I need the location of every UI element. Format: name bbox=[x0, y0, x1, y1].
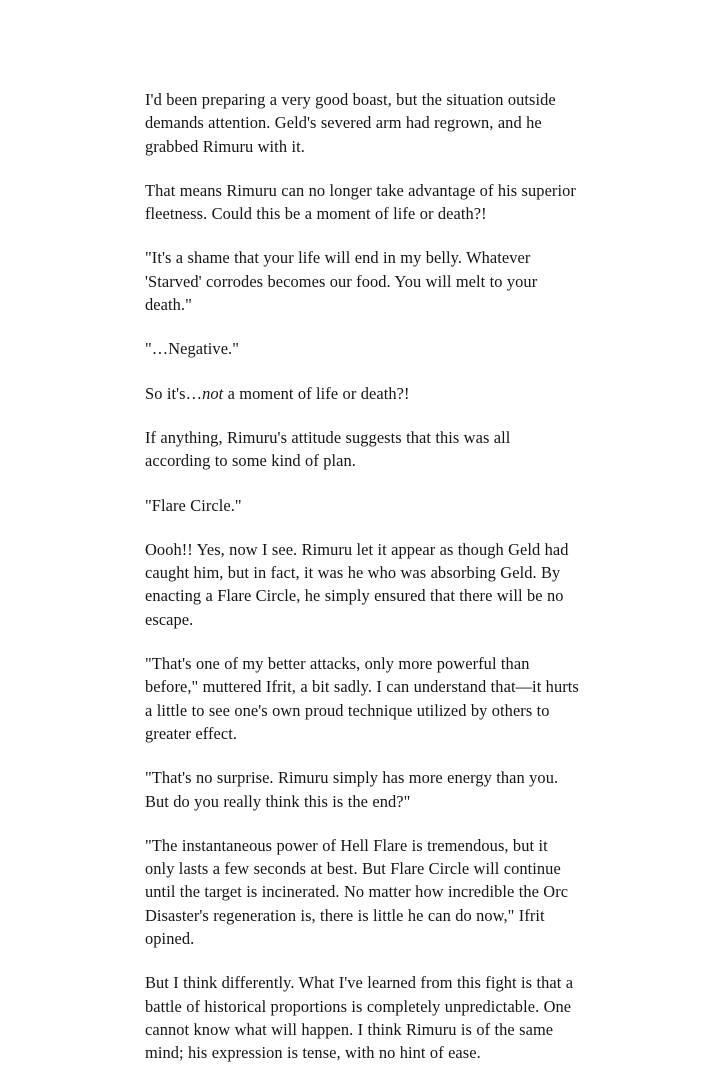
paragraph: "…Negative." bbox=[145, 339, 240, 359]
paragraph: But I think differently. What I've learned from this fight is that a battle of historical proportions is completely unpredictable. One cannot know what will happen. I think Rimuru is of the same mind; his expression is tense, with no hint of ease. bbox=[145, 973, 574, 1063]
body-text-column bbox=[145, 88, 580, 1065]
paragraph: I'd been preparing a very good boast, but the situation outside demands attention. Geld's severed arm had regrown, and he grabbed Rimuru with it. bbox=[145, 90, 556, 156]
paragraph: "It's a shame that your life will end in my belly. Whatever 'Starved' corrodes becomes our food. You will melt to your death." bbox=[145, 248, 538, 315]
paragraph: That means Rimuru can no longer take advantage of his superior fleetness. Could this be a moment of life or death?! bbox=[145, 180, 576, 224]
paragraph: Oooh!! Yes, now I see. Rimuru let it appear as though Geld had caught him, but in fact, it was he who was absorbing Geld. By enacting a Flare Circle, he simply ensured that there will be no escape. bbox=[145, 539, 569, 629]
paragraph-with-emphasis bbox=[145, 382, 580, 405]
paragraph-prefix: So it's… bbox=[145, 383, 203, 403]
paragraph: If anything, Rimuru's attitude suggests that this was all according to some kind of plan. bbox=[145, 427, 511, 471]
paragraph: "That's no surprise. Rimuru simply has more energy than you. But do you really think this is the end?" bbox=[145, 768, 559, 811]
paragraph-suffix: a moment of life or death?! bbox=[223, 383, 410, 403]
emphasized-word: not bbox=[202, 383, 224, 403]
paragraph: "Flare Circle." bbox=[145, 495, 242, 515]
paragraph: "That's one of my better attacks, only more powerful than before," muttered Ifrit, a bit sadly. I can understand that—it hurts a little to see one's own proud technique utilized by others to greater effect. bbox=[145, 654, 579, 743]
paragraph: "The instantaneous power of Hell Flare is tremendous, but it only lasts a few seconds at best. But Flare Circle will continue until the target is incinerated. No matter how incredible the Orc Disaster's regeneration is, there is little he can do now," Ifrit opined. bbox=[145, 835, 569, 949]
